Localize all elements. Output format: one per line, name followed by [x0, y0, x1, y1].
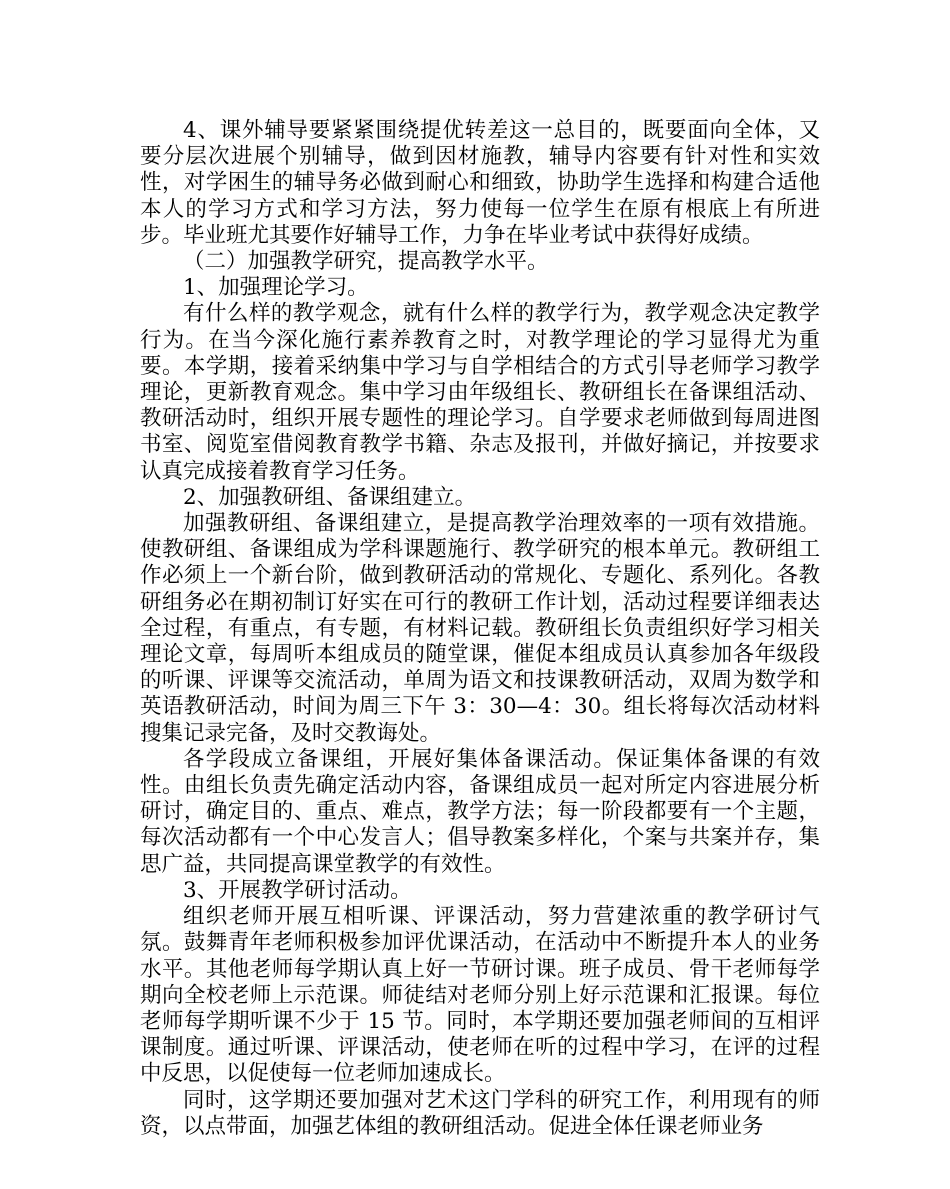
subheading-teaching-seminars: 3、开展教学研讨活动。: [183, 877, 412, 903]
paragraph-research-groups: 加强教研组、备课组建立，是提高教学治理效率的一项有效措施。使教研组、备课组成为学科课题施行、教学研究的根本单元。教研组工作必须上一个新台阶，做到教研活动的常规化、专题化、系列化。各教研组务必在期初制订好实在可行的教研工作计划，活动过程要详细表达全过程，有重点，有专题，有材料记载。教研组长负责组织好学习相关理论文章，每周听本组成员的随堂课，催促本组成员认真参加各年级段的听课、评课等交流活动，单周为语文和技课教研活动，双周为数学和英语教研活动，时间为周三下午 3：30—4：30。组长将每次活动材料搜集记录完备，及时交教诲处。: [140, 511, 820, 746]
paragraph-theory-study: 有什么样的教学观念，就有什么样的教学行为，教学观念决定教学行为。在当今深化施行素养教育之时，对教学理论的学习显得尤为重要。本学期，接着采纳集中学习与自学相结合的方式引导老师学习教学理论，更新教育观念。集中学习由年级组长、教研组长在备课组活动、教研活动时，组织开展专题性的理论学习。自学要求老师做到每周进图书室、阅览室借阅教育教学书籍、杂志及报刊，并做好摘记，并按要求认真完成接着教育学习任务。: [140, 301, 820, 484]
paragraph-lesson-prep-groups: 各学段成立备课组，开展好集体备课活动。保证集体备课的有效性。由组长负责先确定活动内容，备课组成员一起对所定内容进展分析研讨，确定目的、重点、难点，教学方法；每一阶段都要有一个主题，每次活动都有一个中心发言人；倡导教案多样化，个案与共案并存，集思广益，共同提高课堂教学的有效性。: [140, 746, 820, 877]
section-heading-research: （二）加强教学研究，提高教学水平。: [183, 249, 549, 275]
subheading-theory-study: 1、加强理论学习。: [183, 275, 369, 301]
paragraph-arts-research: 同时，这学期还要加强对艺术这门学科的研究工作，利用现有的师资，以点带面，加强艺体组的教研组活动。促进全体任课老师业务: [140, 1087, 820, 1139]
subheading-research-groups: 2、加强教研组、备课组建立。: [183, 484, 477, 510]
paragraph-teaching-seminars: 组织老师开展互相听课、评课活动，努力营建浓重的教学研讨气氛。鼓舞青年老师积极参加评优课活动，在活动中不断提升本人的业务水平。其他老师每学期认真上好一节研讨课。班子成员、骨干老师每学期向全校老师上示范课。师徒结对老师分别上好示范课和汇报课。每位老师每学期听课不少于 15 节。同时，本学期还要加强老师间的互相评课制度。通过听课、评课活动，使老师在听的过程中学习，在评的过程中反思，以促使每一位老师加速成长。: [140, 904, 820, 1087]
paragraph-tutoring: 4、课外辅导要紧紧围绕提优转差这一总目的，既要面向全体，又要分层次进展个别辅导，做到因材施教，辅导内容要有针对性和实效性，对学困生的辅导务必做到耐心和细致，协助学生选择和构建合适他本人的学习方式和学习方法，努力使每一位学生在原有根底上有所进步。毕业班尤其要作好辅导工作，力争在毕业考试中获得好成绩。: [140, 118, 820, 248]
document-body: [140, 118, 820, 1140]
